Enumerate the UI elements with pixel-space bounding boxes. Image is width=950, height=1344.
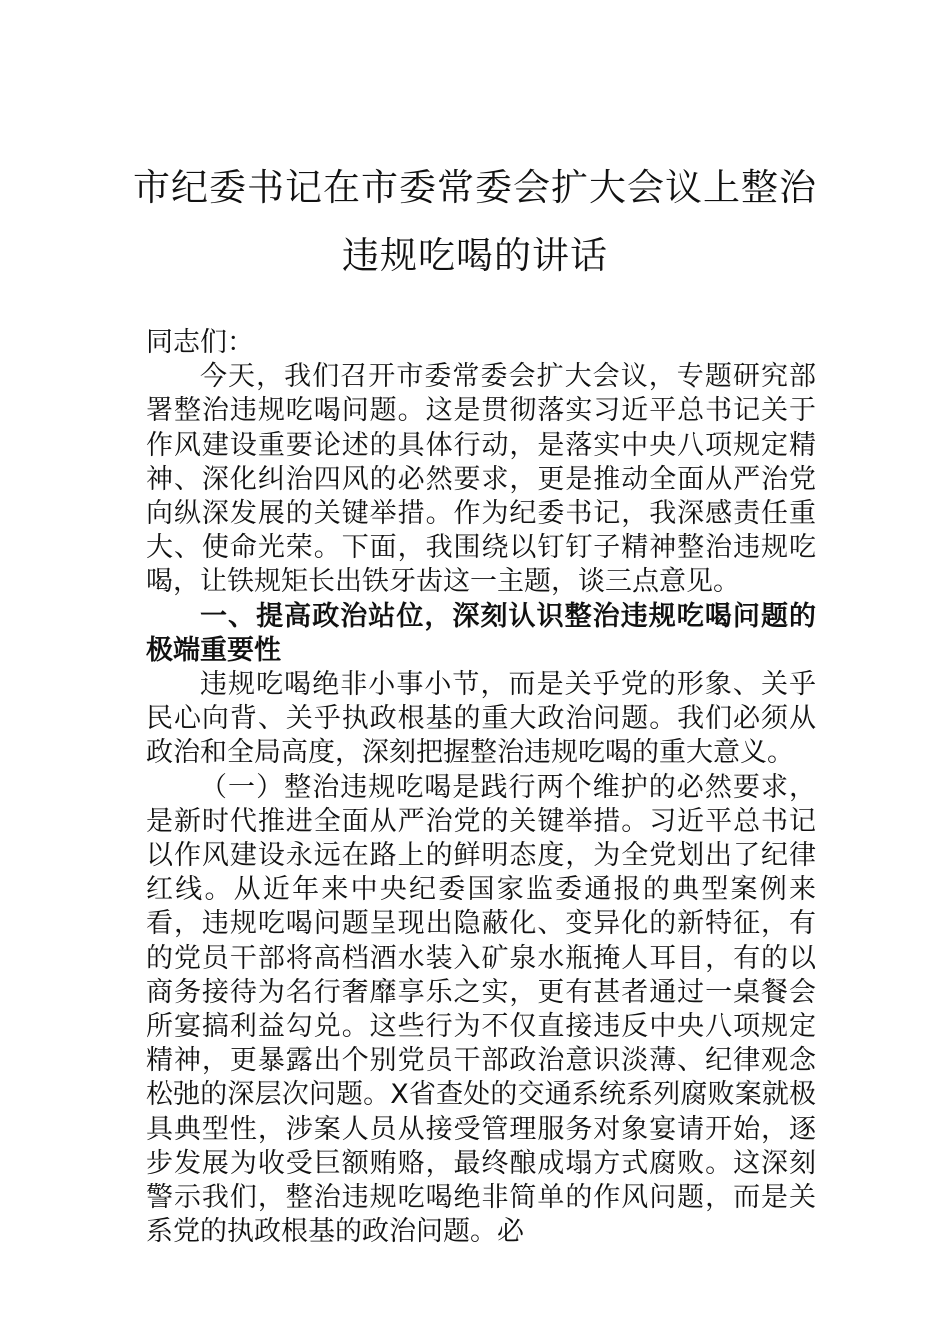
document-body	[146, 326, 816, 1249]
paragraph-section-1-intro: 违规吃喝绝非小事小节，而是关乎党的形象、关乎民心向背、关乎执政根基的重大政治问题。我们必须从政治和全局高度，深刻把握整治违规吃喝的重大意义。	[146, 669, 816, 769]
document-title-line-1: 市纪委书记在市委常委会扩大会议上整治	[133, 166, 817, 209]
paragraph-subsection-1: （一）整治违规吃喝是践行两个维护的必然要求，是新时代推进全面从严治党的关键举措。习近平总书记以作风建设永远在路上的鲜明态度，为全党划出了纪律红线。从近年来中央纪委国家监委通报的典型案例来看，违规吃喝问题呈现出隐蔽化、变异化的新特征，有的党员干部将高档酒水装入矿泉水瓶掩人耳目，有的以商务接待为名行奢靡享乐之实，更有甚者通过一桌餐会所宴搞利益勾兑。这些行为不仅直接违反中央八项规定精神，更暴露出个别党员干部政治意识淡薄、纪律观念松弛的深层次问题。X省查处的交通系统系列腐败案就极具典型性，涉案人员从接受管理服务对象宴请开始，逐步发展为收受巨额贿赂，最终酿成塌方式腐败。这深刻警示我们，整治违规吃喝绝非简单的作风问题，而是关系党的执政根基的政治问题。必	[146, 771, 816, 1248]
paragraph-intro: 今天，我们召开市委常委会扩大会议，专题研究部署整治违规吃喝问题。这是贯彻落实习近平总书记关于作风建设重要论述的具体行动，是落实中央八项规定精神、深化纠治四风的必然要求，更是推动全面从严治党向纵深发展的关键举措。作为纪委书记，我深感责任重大、使命光荣。下面，我围绕以钉钉子精神整治违规吃喝，让铁规矩长出铁牙齿这一主题，谈三点意见。	[146, 361, 816, 598]
salutation: 同志们：	[146, 327, 254, 358]
document-title-line-2: 违规吃喝的讲话	[342, 234, 608, 277]
section-heading-1: 一、提高政治站位，深刻认识整治违规吃喝问题的极端重要性	[146, 600, 816, 666]
